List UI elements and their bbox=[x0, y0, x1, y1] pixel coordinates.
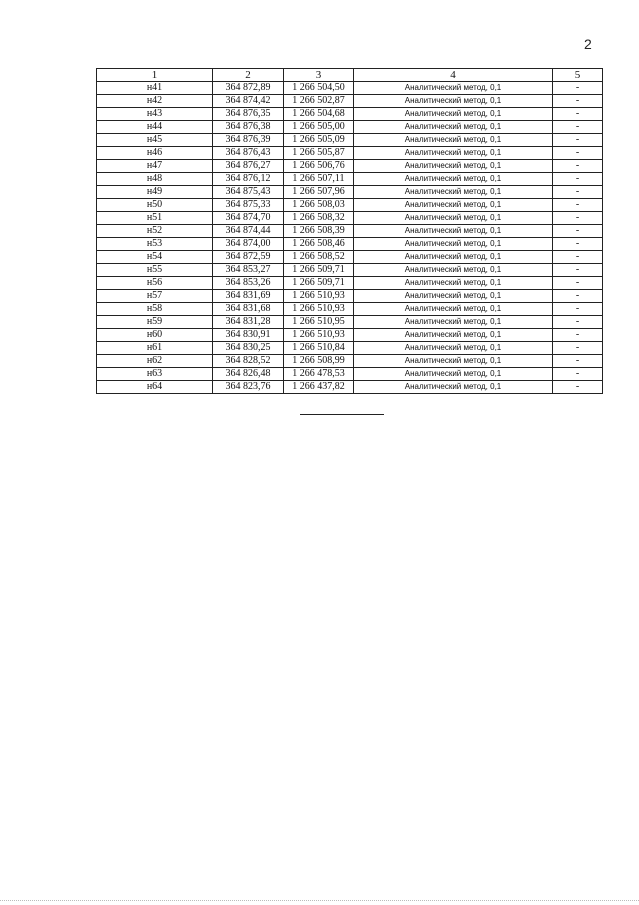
table-row bbox=[97, 95, 603, 108]
point-id-cell: н57 bbox=[97, 290, 213, 303]
note-cell: - bbox=[553, 264, 603, 277]
point-id-cell: н63 bbox=[97, 368, 213, 381]
x-coordinate-cell: 364 853,26 bbox=[213, 277, 284, 290]
note-cell: - bbox=[553, 186, 603, 199]
method-cell: Аналитический метод, 0,1 bbox=[354, 303, 553, 316]
point-id-cell: н44 bbox=[97, 121, 213, 134]
point-id-cell: н58 bbox=[97, 303, 213, 316]
x-coordinate-cell: 364 872,89 bbox=[213, 82, 284, 95]
y-coordinate-cell: 1 266 506,76 bbox=[284, 160, 354, 173]
y-coordinate-cell: 1 266 504,68 bbox=[284, 108, 354, 121]
table-row bbox=[97, 303, 603, 316]
column-header-2: 2 bbox=[213, 69, 284, 82]
table-row bbox=[97, 316, 603, 329]
note-cell: - bbox=[553, 147, 603, 160]
point-id-cell: н47 bbox=[97, 160, 213, 173]
method-cell: Аналитический метод, 0,1 bbox=[354, 368, 553, 381]
note-cell: - bbox=[553, 95, 603, 108]
note-cell: - bbox=[553, 82, 603, 95]
y-coordinate-cell: 1 266 510,95 bbox=[284, 316, 354, 329]
y-coordinate-cell: 1 266 507,11 bbox=[284, 173, 354, 186]
table-row bbox=[97, 173, 603, 186]
column-header-1: 1 bbox=[97, 69, 213, 82]
x-coordinate-cell: 364 831,69 bbox=[213, 290, 284, 303]
x-coordinate-cell: 364 831,28 bbox=[213, 316, 284, 329]
note-cell: - bbox=[553, 199, 603, 212]
table-row bbox=[97, 225, 603, 238]
x-coordinate-cell: 364 876,38 bbox=[213, 121, 284, 134]
y-coordinate-cell: 1 266 508,99 bbox=[284, 355, 354, 368]
point-id-cell: н43 bbox=[97, 108, 213, 121]
method-cell: Аналитический метод, 0,1 bbox=[354, 290, 553, 303]
x-coordinate-cell: 364 874,70 bbox=[213, 212, 284, 225]
table-row bbox=[97, 212, 603, 225]
method-cell: Аналитический метод, 0,1 bbox=[354, 251, 553, 264]
y-coordinate-cell: 1 266 507,96 bbox=[284, 186, 354, 199]
method-cell: Аналитический метод, 0,1 bbox=[354, 160, 553, 173]
coordinates-table bbox=[96, 68, 603, 394]
note-cell: - bbox=[553, 303, 603, 316]
table-row bbox=[97, 121, 603, 134]
page-number: 2 bbox=[584, 36, 592, 52]
page-bottom-edge bbox=[0, 900, 639, 901]
point-id-cell: н51 bbox=[97, 212, 213, 225]
note-cell: - bbox=[553, 160, 603, 173]
point-id-cell: н48 bbox=[97, 173, 213, 186]
point-id-cell: н54 bbox=[97, 251, 213, 264]
method-cell: Аналитический метод, 0,1 bbox=[354, 108, 553, 121]
y-coordinate-cell: 1 266 502,87 bbox=[284, 95, 354, 108]
table-row bbox=[97, 342, 603, 355]
point-id-cell: н56 bbox=[97, 277, 213, 290]
method-cell: Аналитический метод, 0,1 bbox=[354, 225, 553, 238]
method-cell: Аналитический метод, 0,1 bbox=[354, 381, 553, 394]
point-id-cell: н49 bbox=[97, 186, 213, 199]
note-cell: - bbox=[553, 238, 603, 251]
method-cell: Аналитический метод, 0,1 bbox=[354, 147, 553, 160]
table-row bbox=[97, 251, 603, 264]
y-coordinate-cell: 1 266 510,93 bbox=[284, 303, 354, 316]
method-cell: Аналитический метод, 0,1 bbox=[354, 212, 553, 225]
point-id-cell: н60 bbox=[97, 329, 213, 342]
method-cell: Аналитический метод, 0,1 bbox=[354, 264, 553, 277]
method-cell: Аналитический метод, 0,1 bbox=[354, 342, 553, 355]
table-row bbox=[97, 264, 603, 277]
x-coordinate-cell: 364 874,42 bbox=[213, 95, 284, 108]
x-coordinate-cell: 364 853,27 bbox=[213, 264, 284, 277]
method-cell: Аналитический метод, 0,1 bbox=[354, 121, 553, 134]
table-row bbox=[97, 355, 603, 368]
column-header-4: 4 bbox=[354, 69, 553, 82]
method-cell: Аналитический метод, 0,1 bbox=[354, 199, 553, 212]
y-coordinate-cell: 1 266 508,03 bbox=[284, 199, 354, 212]
table-row bbox=[97, 368, 603, 381]
table-row bbox=[97, 186, 603, 199]
point-id-cell: н52 bbox=[97, 225, 213, 238]
table-row bbox=[97, 134, 603, 147]
x-coordinate-cell: 364 876,43 bbox=[213, 147, 284, 160]
table-row bbox=[97, 381, 603, 394]
y-coordinate-cell: 1 266 478,53 bbox=[284, 368, 354, 381]
y-coordinate-cell: 1 266 505,09 bbox=[284, 134, 354, 147]
x-coordinate-cell: 364 872,59 bbox=[213, 251, 284, 264]
note-cell: - bbox=[553, 368, 603, 381]
point-id-cell: н50 bbox=[97, 199, 213, 212]
method-cell: Аналитический метод, 0,1 bbox=[354, 329, 553, 342]
y-coordinate-cell: 1 266 437,82 bbox=[284, 381, 354, 394]
table-row bbox=[97, 160, 603, 173]
method-cell: Аналитический метод, 0,1 bbox=[354, 316, 553, 329]
note-cell: - bbox=[553, 121, 603, 134]
method-cell: Аналитический метод, 0,1 bbox=[354, 238, 553, 251]
point-id-cell: н59 bbox=[97, 316, 213, 329]
note-cell: - bbox=[553, 212, 603, 225]
note-cell: - bbox=[553, 381, 603, 394]
x-coordinate-cell: 364 876,12 bbox=[213, 173, 284, 186]
x-coordinate-cell: 364 875,33 bbox=[213, 199, 284, 212]
y-coordinate-cell: 1 266 508,32 bbox=[284, 212, 354, 225]
note-cell: - bbox=[553, 225, 603, 238]
y-coordinate-cell: 1 266 504,50 bbox=[284, 82, 354, 95]
note-cell: - bbox=[553, 173, 603, 186]
end-rule bbox=[300, 414, 384, 415]
method-cell: Аналитический метод, 0,1 bbox=[354, 277, 553, 290]
table-row bbox=[97, 82, 603, 95]
table-row bbox=[97, 147, 603, 160]
x-coordinate-cell: 364 874,44 bbox=[213, 225, 284, 238]
x-coordinate-cell: 364 826,48 bbox=[213, 368, 284, 381]
x-coordinate-cell: 364 876,27 bbox=[213, 160, 284, 173]
x-coordinate-cell: 364 828,52 bbox=[213, 355, 284, 368]
point-id-cell: н61 bbox=[97, 342, 213, 355]
table-row bbox=[97, 329, 603, 342]
point-id-cell: н45 bbox=[97, 134, 213, 147]
table-row bbox=[97, 290, 603, 303]
method-cell: Аналитический метод, 0,1 bbox=[354, 82, 553, 95]
method-cell: Аналитический метод, 0,1 bbox=[354, 173, 553, 186]
point-id-cell: н55 bbox=[97, 264, 213, 277]
note-cell: - bbox=[553, 108, 603, 121]
method-cell: Аналитический метод, 0,1 bbox=[354, 95, 553, 108]
note-cell: - bbox=[553, 277, 603, 290]
note-cell: - bbox=[553, 342, 603, 355]
note-cell: - bbox=[553, 251, 603, 264]
column-header-5: 5 bbox=[553, 69, 603, 82]
x-coordinate-cell: 364 874,00 bbox=[213, 238, 284, 251]
x-coordinate-cell: 364 830,25 bbox=[213, 342, 284, 355]
y-coordinate-cell: 1 266 509,71 bbox=[284, 277, 354, 290]
table-row bbox=[97, 108, 603, 121]
x-coordinate-cell: 364 831,68 bbox=[213, 303, 284, 316]
column-header-3: 3 bbox=[284, 69, 354, 82]
table-row bbox=[97, 199, 603, 212]
y-coordinate-cell: 1 266 508,46 bbox=[284, 238, 354, 251]
y-coordinate-cell: 1 266 508,39 bbox=[284, 225, 354, 238]
note-cell: - bbox=[553, 329, 603, 342]
x-coordinate-cell: 364 823,76 bbox=[213, 381, 284, 394]
table-header bbox=[97, 69, 603, 82]
y-coordinate-cell: 1 266 509,71 bbox=[284, 264, 354, 277]
method-cell: Аналитический метод, 0,1 bbox=[354, 134, 553, 147]
method-cell: Аналитический метод, 0,1 bbox=[354, 355, 553, 368]
x-coordinate-cell: 364 875,43 bbox=[213, 186, 284, 199]
point-id-cell: н41 bbox=[97, 82, 213, 95]
point-id-cell: н42 bbox=[97, 95, 213, 108]
y-coordinate-cell: 1 266 510,93 bbox=[284, 290, 354, 303]
note-cell: - bbox=[553, 290, 603, 303]
note-cell: - bbox=[553, 355, 603, 368]
table-body bbox=[97, 82, 603, 394]
y-coordinate-cell: 1 266 505,00 bbox=[284, 121, 354, 134]
point-id-cell: н62 bbox=[97, 355, 213, 368]
y-coordinate-cell: 1 266 508,52 bbox=[284, 251, 354, 264]
y-coordinate-cell: 1 266 510,93 bbox=[284, 329, 354, 342]
header-row bbox=[97, 69, 603, 82]
y-coordinate-cell: 1 266 505,87 bbox=[284, 147, 354, 160]
table-row bbox=[97, 238, 603, 251]
y-coordinate-cell: 1 266 510,84 bbox=[284, 342, 354, 355]
point-id-cell: н64 bbox=[97, 381, 213, 394]
method-cell: Аналитический метод, 0,1 bbox=[354, 186, 553, 199]
x-coordinate-cell: 364 830,91 bbox=[213, 329, 284, 342]
note-cell: - bbox=[553, 316, 603, 329]
x-coordinate-cell: 364 876,35 bbox=[213, 108, 284, 121]
note-cell: - bbox=[553, 134, 603, 147]
point-id-cell: н53 bbox=[97, 238, 213, 251]
x-coordinate-cell: 364 876,39 bbox=[213, 134, 284, 147]
table-row bbox=[97, 277, 603, 290]
point-id-cell: н46 bbox=[97, 147, 213, 160]
